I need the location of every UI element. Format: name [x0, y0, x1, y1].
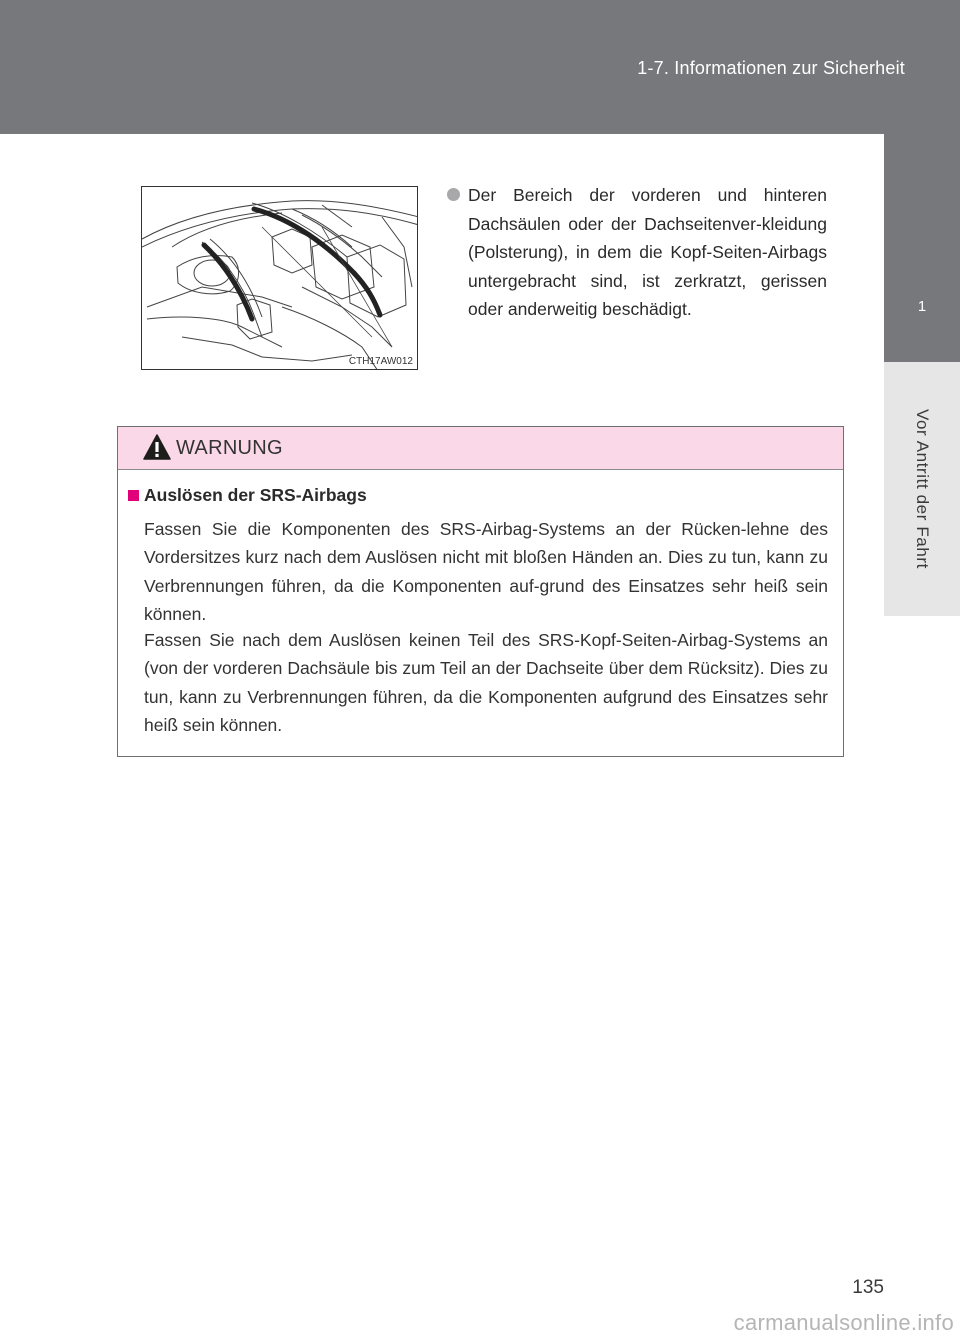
bullet-text: Der Bereich der vorderen und hinteren Dachsäulen oder der Dachseitenver-kleidung (Polsterung), in dem die Kopf-Seiten-Airbags untergebracht sind, ist zerkratzt, gerissen oder anderweitig beschädigt. — [468, 185, 827, 320]
warning-paragraph-1: Fassen Sie die Komponenten des SRS-Airbag-Systems an der Rücken-lehne des Vordersitzes kurz nach dem Auslösen nicht mit bloßen Händen an. Dies zu tun, kann zu Verbrennungen führen, da die Komponenten auf-grund des Einsatzes sehr heiß sein können. — [144, 519, 828, 625]
car-interior-drawing — [142, 187, 418, 370]
warning-subtitle: Auslösen der SRS-Airbags — [144, 485, 367, 505]
section-title: 1-7. Informationen zur Sicherheit — [637, 58, 905, 78]
figure-code: CTH17AW012 — [348, 356, 413, 367]
bullet-item — [447, 181, 827, 324]
watermark: carmanualsonline.info — [733, 1310, 954, 1335]
side-tab-chapter — [884, 134, 960, 362]
warning-title: WARNUNG — [176, 437, 283, 459]
warning-triangle-icon — [143, 434, 171, 460]
side-tab-label: Vor Antritt der Fahrt — [913, 409, 932, 569]
warning-header — [118, 427, 843, 470]
page-number: 135 — [852, 1277, 884, 1298]
warning-paragraph-2: Fassen Sie nach dem Auslösen keinen Teil des SRS-Kopf-Seiten-Airbag-Systems an (von der vorderen Dachsäule bis zum Teil an der Dachseite über dem Rücksitz). Dies zu tun, kann zu Verbrennungen führen, da die Komponenten aufgrund des Einsatzes sehr heiß sein können. — [144, 630, 828, 736]
bullet-marker — [447, 188, 460, 201]
warning-box — [117, 426, 844, 757]
square-bullet-icon — [128, 490, 139, 501]
car-interior-illustration — [141, 186, 418, 370]
side-tab-number: 1 — [917, 298, 927, 315]
